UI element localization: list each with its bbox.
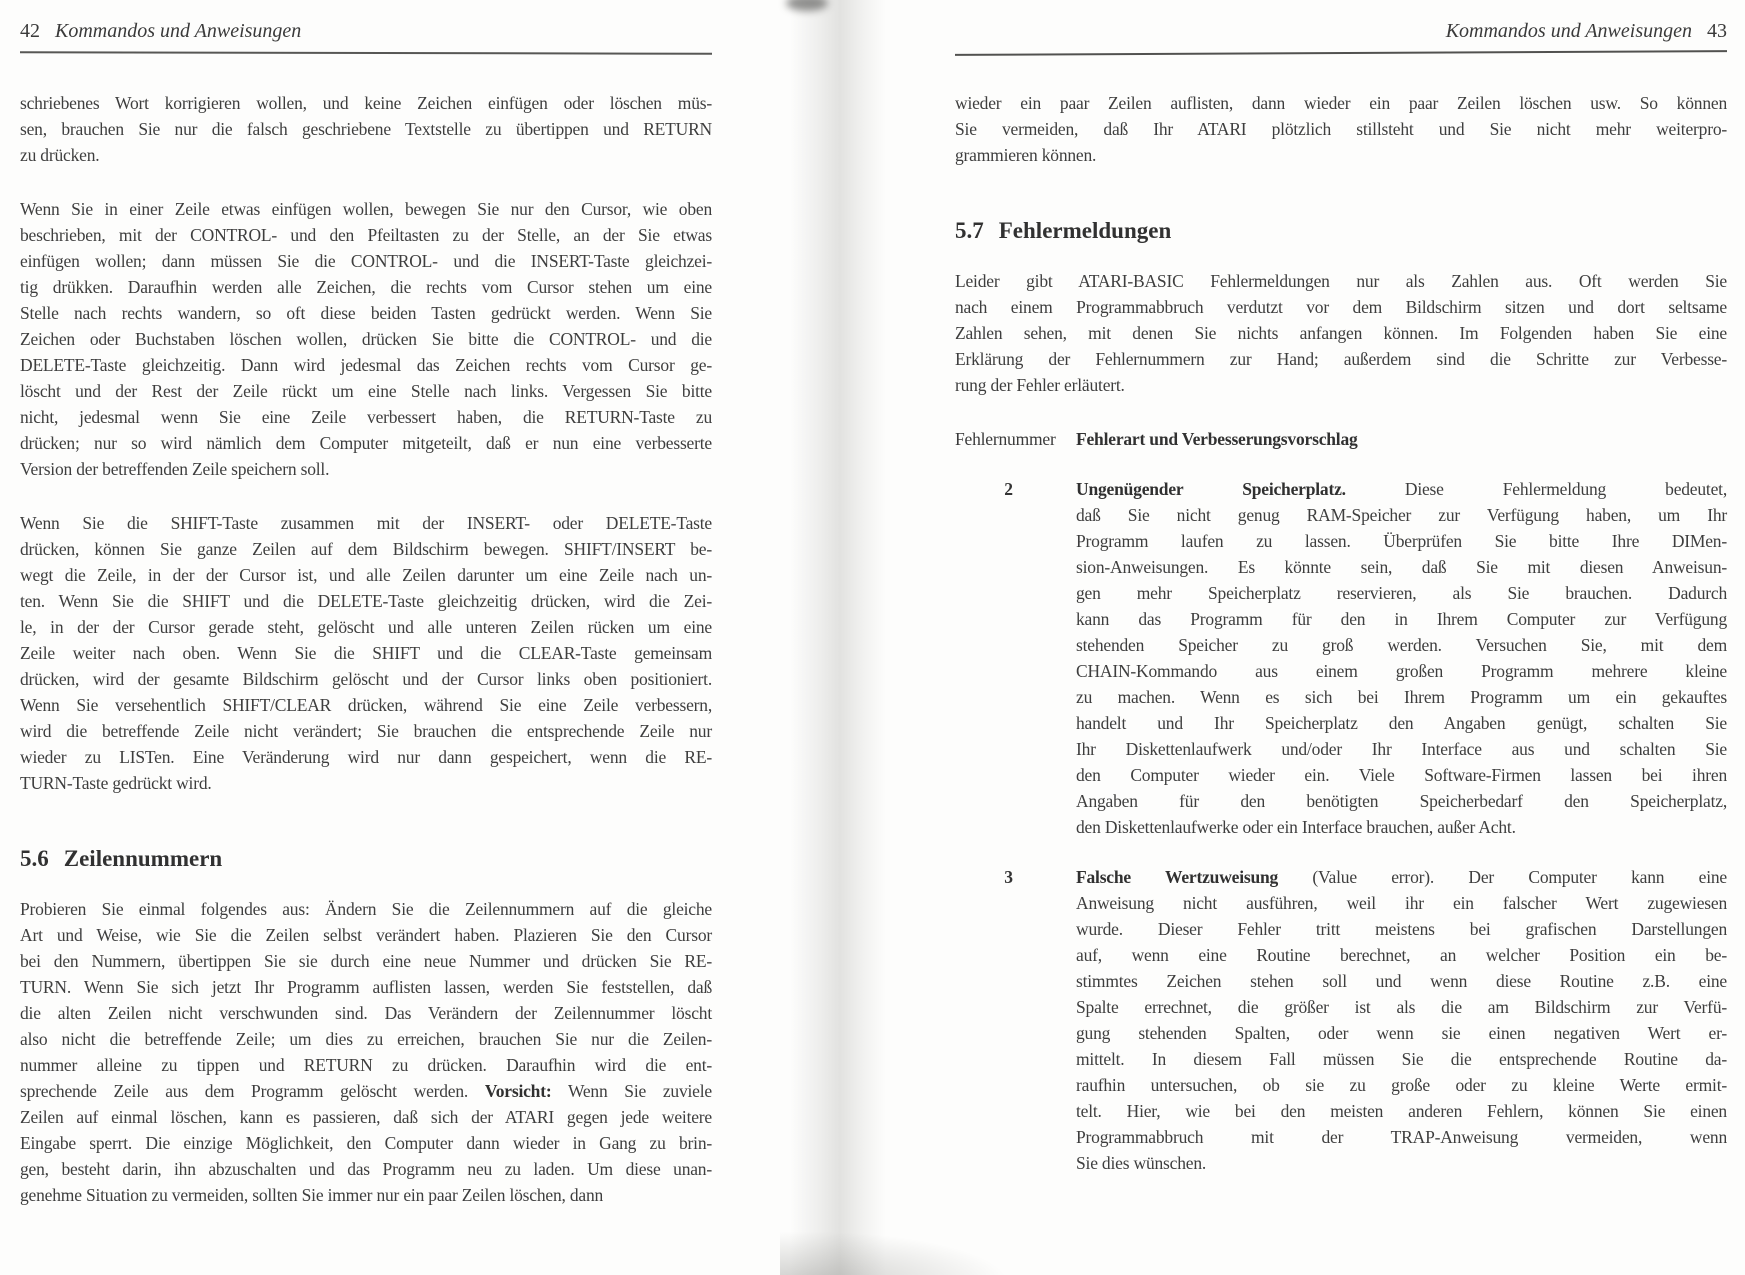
text-line: gen mehr Speicherplatz reservieren, als Sie brauchen. Dadurch	[1076, 583, 1727, 603]
text-line: Zeichen oder Buchstaben löschen wollen, drücken Sie bitte die CONTROL- und die	[20, 329, 712, 349]
text-line: zu machen. Wenn es sich bei Ihrem Programm um ein gekauftes	[1076, 687, 1727, 707]
error-description	[1076, 476, 1727, 840]
text-line: schriebenes Wort korrigieren wollen, und keine Zeichen einfügen oder löschen müs-	[20, 93, 712, 113]
paragraph	[20, 90, 712, 168]
running-header-left	[20, 20, 712, 43]
error-table-header	[955, 426, 1727, 452]
page-gutter-shadow	[790, 0, 886, 1275]
page-number-left: 42	[20, 20, 40, 42]
running-title-left: Kommandos und Anweisungen	[55, 20, 302, 42]
page-43-body	[955, 90, 1727, 1176]
text-line: Programmabbruch mit der TRAP-Anweisung vermeiden, wenn	[1076, 1127, 1727, 1147]
text-line: mittelt. In diesem Fall müssen Sie die entsprechende Routine da-	[1076, 1049, 1727, 1069]
text-line: Programm laufen zu lassen. Überprüfen Sie bitte Ihre DIMen-	[1076, 531, 1727, 551]
text-line: sen, brauchen Sie nur die falsch geschriebene Textstelle zu übertippen und RETURN	[20, 119, 712, 139]
text-line: Zeilen auf einmal löschen, kann es passieren, daß sich der ATARI gegen jede weitere	[20, 1107, 712, 1127]
column-header-fehlernummer: Fehlernummer	[955, 429, 1056, 449]
paragraph	[955, 268, 1727, 398]
text-line: grammieren können.	[955, 145, 1097, 165]
text-line: sion-Anweisungen. Es könnte sein, daß Sie mit diesen Anweisun-	[1076, 557, 1727, 577]
text-line: Falsche Wertzuweisung (Value error). Der Computer kann eine	[1076, 867, 1727, 887]
column-header-fehlerart: Fehlerart und Verbesserungsvorschlag	[1076, 429, 1358, 449]
paragraph	[20, 196, 712, 482]
text-line: stehenden Speicher zu groß werden. Versuchen Sie, mit dem	[1076, 635, 1727, 655]
text-line: Zahlen sehen, mit denen Sie nichts anfangen können. Im Folgenden haben Sie eine	[955, 323, 1727, 343]
page-42	[20, 20, 712, 1236]
text-line: den Computer wieder ein. Viele Software-Firmen lassen bei ihren	[1076, 765, 1727, 785]
section-heading	[955, 218, 1727, 244]
section-title: Zeilennummern	[63, 846, 223, 871]
text-line: drücken, können Sie ganze Zeilen auf dem Bildschirm bewegen. SHIFT/INSERT be-	[20, 539, 712, 559]
section-heading	[20, 846, 712, 872]
page-number-right: 43	[1707, 20, 1727, 42]
text-line: Wenn Sie versehentlich SHIFT/CLEAR drücken, während Sie eine Zeile verbessern,	[20, 695, 712, 715]
text-line: wieder zu LISTen. Eine Veränderung wird nur dann gespeichert, wenn die RE-	[20, 747, 712, 767]
text-line: Ungenügender Speicherplatz. Diese Fehlermeldung bedeutet,	[1076, 479, 1727, 499]
section-number: 5.7	[955, 218, 984, 243]
text-line: gung stehenden Spalten, oder wenn sie einen negativen Wert er-	[1076, 1023, 1727, 1043]
text-line: TURN-Taste gedrückt wird.	[20, 773, 212, 793]
text-line: Version der betreffenden Zeile speichern soll.	[20, 459, 330, 479]
text-line: bei den Nummern, übertippen Sie sie durch eine neue Nummer und drücken Sie RE-	[20, 951, 712, 971]
paragraph	[955, 90, 1727, 168]
text-line: Wenn Sie die SHIFT-Taste zusammen mit der INSERT- oder DELETE-Taste	[20, 513, 712, 533]
text-line: tig drükken. Daraufhin werden alle Zeichen, die rechts vom Cursor stehen um eine	[20, 277, 712, 297]
text-line: Angaben für den benötigten Speicherbedarf den Speicherplatz,	[1076, 791, 1727, 811]
text-line: auf, wenn eine Routine berechnet, an welcher Position ein be-	[1076, 945, 1727, 965]
text-line: raufhin untersuchen, ob sie zu große oder zu kleine Werte ermit-	[1076, 1075, 1727, 1095]
text-line: also nicht die betreffende Zeile; um dies zu erreichen, brauchen Sie nur die Zeilen-	[20, 1029, 712, 1049]
text-line: wird die betreffende Zeile nicht verändert; Sie brauchen die entsprechende Zeile nur	[20, 721, 712, 741]
text-line: Leider gibt ATARI-BASIC Fehlermeldungen nur als Zahlen aus. Oft werden Sie	[955, 271, 1727, 291]
text-line: den Diskettenlaufwerke oder ein Interface brauchen, außer Acht.	[1076, 817, 1516, 837]
text-line: löscht und der Rest der Zeile rückt um eine Stelle nach links. Vergessen Sie bitte	[20, 381, 712, 401]
error-entry	[955, 864, 1727, 1176]
text-line: Spalte errechnet, die größer ist als die am Bildschirm zur Verfü-	[1076, 997, 1727, 1017]
text-line: wieder ein paar Zeilen auflisten, dann wieder ein paar Zeilen löschen usw. So können	[955, 93, 1727, 113]
paragraph	[20, 896, 712, 1208]
text-line: nach einem Programmabbruch verdutzt vor dem Bildschirm sitzen und dort seltsame	[955, 297, 1727, 317]
text-line: kann das Programm für den in Ihrem Computer zur Verfügung	[1076, 609, 1727, 629]
text-line: Stelle nach rechts wandern, so oft diese beiden Tasten gedrückt werden. Wenn Sie	[20, 303, 712, 323]
text-line: gen, besteht darin, ihn abzuschalten und das Programm neu zu laden. Um diese unan-	[20, 1159, 712, 1179]
error-description	[1076, 864, 1727, 1176]
section-number: 5.6	[20, 846, 49, 871]
error-entry	[955, 476, 1727, 840]
header-rule-right	[955, 50, 1727, 56]
text-line: nicht, jedesmal wenn Sie eine Zeile verbessert haben, die RETURN-Taste zu	[20, 407, 712, 427]
section-title: Fehlermeldungen	[998, 218, 1172, 243]
text-line: Anweisung nicht ausführen, weil ihr ein falscher Wert zugewiesen	[1076, 893, 1727, 913]
error-number: 2	[1004, 479, 1013, 499]
text-line: stimmtes Zeichen stehen soll und wenn diese Routine z.B. eine	[1076, 971, 1727, 991]
text-line: ten. Wenn Sie die SHIFT und die DELETE-Taste gleichzeitig drücken, wird die Zei-	[20, 591, 712, 611]
text-line: beschrieben, mit der CONTROL- und den Pfeiltasten zu der Stelle, an der Sie etwas	[20, 225, 712, 245]
text-line: Eingabe sperrt. Die einzige Möglichkeit, den Computer dann wieder in Gang zu brin-	[20, 1133, 712, 1153]
text-line: daß Sie nicht genug RAM-Speicher zur Verfügung haben, um Ihr	[1076, 505, 1727, 525]
text-line: wurde. Dieser Fehler tritt meistens bei grafischen Darstellungen	[1076, 919, 1727, 939]
text-line: Art und Weise, wie Sie die Zeilen selbst verändert haben. Plazieren Sie den Cursor	[20, 925, 712, 945]
text-line: handelt und Ihr Speicherplatz den Angaben genügt, schalten Sie	[1076, 713, 1727, 733]
text-line: Ihr Diskettenlaufwerk und/oder Ihr Interface aus und schalten Sie	[1076, 739, 1727, 759]
paragraph	[20, 510, 712, 796]
text-line: Zeile weiter nach oben. Wenn Sie die SHIFT und die CLEAR-Taste gemeinsam	[20, 643, 712, 663]
text-line: sprechende Zeile aus dem Programm gelöscht werden. Vorsicht: Wenn Sie zuviele	[20, 1081, 712, 1101]
text-line: Sie vermeiden, daß Ihr ATARI plötzlich stillsteht und Sie nicht mehr weiterpro-	[955, 119, 1727, 139]
text-line: le, in der der Cursor gerade steht, gelöscht und alle unteren Zeilen rücken um eine	[20, 617, 712, 637]
text-line: einfügen wollen; dann müssen Sie die CONTROL- und die INSERT-Taste gleichzei-	[20, 251, 712, 271]
page-43	[955, 20, 1727, 1176]
text-line: drücken; nur so wird nämlich dem Computer mitgeteilt, daß er nun eine verbesserte	[20, 433, 712, 453]
text-line: DELETE-Taste gleichzeitig. Dann wird jedesmal das Zeichen rechts vom Cursor ge-	[20, 355, 712, 375]
text-line: nummer alleine zu tippen und RETURN zu drücken. Daraufhin wird die ent-	[20, 1055, 712, 1075]
text-line: Sie dies wünschen.	[1076, 1153, 1207, 1173]
text-line: drücken, wird der gesamte Bildschirm gelöscht und der Cursor links oben positioniert.	[20, 669, 712, 689]
text-line: TURN. Wenn Sie sich jetzt Ihr Programm auflisten lassen, werden Sie feststellen, daß	[20, 977, 712, 997]
text-line: zu drücken.	[20, 145, 100, 165]
text-line: die alten Zeilen nicht verschwunden sind. Das Verändern der Zeilennummer löscht	[20, 1003, 712, 1023]
text-line: rung der Fehler erläutert.	[955, 375, 1125, 395]
running-header-right	[955, 20, 1727, 43]
page-42-body	[20, 90, 712, 1208]
text-line: wegt die Zeile, in der der Cursor ist, und alle Zeilen darunter um eine Zeile nach un-	[20, 565, 712, 585]
text-line: Probieren Sie einmal folgendes aus: Ändern Sie die Zeilennummern auf die gleiche	[20, 899, 712, 919]
text-line: Erklärung der Fehlernummern zur Hand; außerdem sind die Schritte zur Verbesse-	[955, 349, 1727, 369]
header-rule-left	[20, 51, 712, 54]
error-number: 3	[1004, 867, 1013, 887]
running-title-right: Kommandos und Anweisungen	[1445, 20, 1692, 42]
text-line: genehme Situation zu vermeiden, sollten Sie immer nur ein paar Zeilen löschen, dann	[20, 1185, 604, 1205]
text-line: telt. Hier, wie bei den meisten anderen Fehlern, können Sie einen	[1076, 1101, 1727, 1121]
text-line: Wenn Sie in einer Zeile etwas einfügen wollen, bewegen Sie nur den Cursor, wie oben	[20, 199, 712, 219]
text-line: CHAIN-Kommando aus einem großen Programm mehrere kleine	[1076, 661, 1727, 681]
